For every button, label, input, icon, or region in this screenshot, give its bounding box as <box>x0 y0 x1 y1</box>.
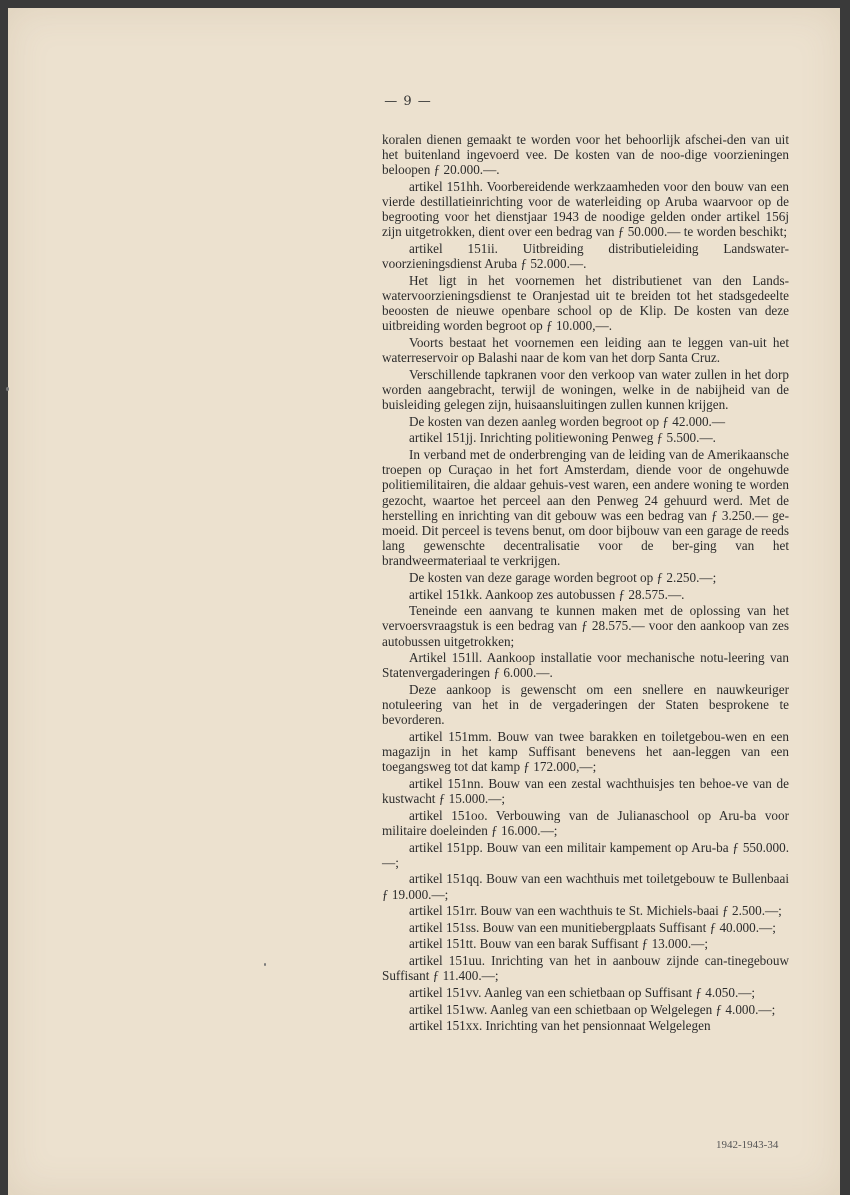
paragraph: artikel 151ww. Aanleg van een schietbaan op Welgelegen ƒ 4.000.—; <box>409 1001 776 1017</box>
paragraph: artikel 151ii. Uitbreiding distributieleiding Landswater-voorzieningsdienst Aruba ƒ 52.000.—. <box>382 241 789 272</box>
body-text <box>382 132 789 1035</box>
paragraph: De kosten van dezen aanleg worden begroot op ƒ 42.000.— <box>409 413 726 429</box>
paragraph: artikel 151vv. Aanleg van een schietbaan op Suffisant ƒ 4.050.—; <box>409 984 756 1000</box>
paragraph: artikel 151uu. Inrichting van het in aanbouw zijnde can-tinegebouw Suffisant ƒ 11.400.—; <box>382 953 789 984</box>
paragraph: Artikel 151ll. Aankoop installatie voor mechanische notu-leering van Statenvergaderingen ƒ 6.000.—. <box>382 650 789 681</box>
paragraph: artikel 151hh. Voorbereidende werkzaamheden voor den bouw van een vierde destillatieinrichting voor de waterleiding op Aruba waarvoor op de begrooting voor het dienstjaar 1943 de noodige gelden onder artikel 156j zijn uitgetrokken, dient over een bedrag van ƒ 50.000.— te worden beschikt; <box>382 178 789 240</box>
paragraph: artikel 151qq. Bouw van een wachthuis met toiletgebouw te Bullenbaai ƒ 19.000.—; <box>382 871 789 902</box>
paragraph: artikel 151nn. Bouw van een zestal wachthuisjes ten behoe-ve van de kustwacht ƒ 15.000.—; <box>382 775 789 807</box>
paragraph: artikel 151ss. Bouw van een munitiebergplaats Suffisant ƒ 40.000.—; <box>409 919 776 935</box>
paragraph: artikel 151tt. Bouw van een barak Suffisant ƒ 13.000.—; <box>409 936 708 952</box>
speck-mark <box>264 963 266 966</box>
speck-mark <box>6 387 9 391</box>
paragraph: Teneinde een aanvang te kunnen maken met de oplossing van het vervoersvraagstuk is een bedrag van ƒ 28.575.— voor den aankoop van zes autobussen uitgetrokken; <box>382 603 789 649</box>
footer-code: 1942-1943-34 <box>716 1139 779 1151</box>
paragraph: artikel 151oo. Verbouwing van de Julianaschool op Aru-ba voor militaire doeleinden ƒ 16.000.—; <box>382 807 789 838</box>
paragraph: Voorts bestaat het voornemen een leiding aan te leggen van-uit het waterreservoir op Balashi naar de kom van het dorp Santa Cruz. <box>382 335 789 366</box>
paragraph: artikel 151xx. Inrichting van het pensionnaat Welgelegen <box>409 1018 711 1034</box>
paragraph: artikel 151kk. Aankoop zes autobussen ƒ 28.575.—. <box>409 586 685 602</box>
paragraph: In verband met de onderbrenging van de leiding van de Amerikaansche troepen op Curaçao in het fort Amsterdam, diende voor de ongehuwde politiemilitairen, die aldaar gehuis-vest waren, een andere woning te worden gezocht, waartoe het perceel aan den Penweg 24 gehuurd werd. Met de herstelling en inrichting van dit gebouw was een bedrag van ƒ 3.250.— ge-moeid. Dit perceel is tevens benut, om door bijbouw van een garage de reeds lang gewenschte decentralisatie voor de ber-ging van het brandweermateriaal te verkrijgen. <box>382 447 789 569</box>
paragraph: Deze aankoop is gewenscht om een snellere en nauwkeuriger notuleering van het in de vergaderingen der Staten besprokene te bevorderen. <box>382 681 789 728</box>
paragraph: De kosten van deze garage worden begroot op ƒ 2.250.—; <box>409 569 717 585</box>
paragraph: artikel 151pp. Bouw van een militair kampement op Aru-ba ƒ 550.000.—; <box>382 839 789 870</box>
paragraph: artikel 151rr. Bouw van een wachthuis te St. Michiels-baai ƒ 2.500.—; <box>409 903 782 919</box>
paragraph: artikel 151jj. Inrichting politiewoning Penweg ƒ 5.500.—. <box>409 430 716 446</box>
paragraph: artikel 151mm. Bouw van twee barakken en toiletgebou-wen en een magazijn in het kamp Suffisant benevens het aan-leggen van een toegangsweg tot dat kamp ƒ 172.000,—; <box>382 728 789 775</box>
paragraph: Verschillende tapkranen voor den verkoop van water zullen in het dorp worden aangebracht, terwijl de woningen, welke in de nabijheid van de buisleiding gelegen zijn, huisaansluitingen zullen kunnen krijgen. <box>382 366 789 413</box>
document-page <box>8 8 840 1195</box>
paragraph: Het ligt in het voornemen het distributienet van den Lands-watervoorzieningsdienst te Oranjestad uit te breiden tot het stadsgedeelte beoosten de nieuwe openbare school op de Klip. De kosten van deze uitbreiding worden begroot op ƒ 10.000,—. <box>382 272 789 334</box>
paragraph: koralen dienen gemaakt te worden voor het behoorlijk afschei-den van uit het buitenland ingevoerd vee. De kosten van de noo-dige voorzieningen beloopen ƒ 20.000.—. <box>382 132 789 178</box>
page-number: — 9 — <box>384 94 432 109</box>
